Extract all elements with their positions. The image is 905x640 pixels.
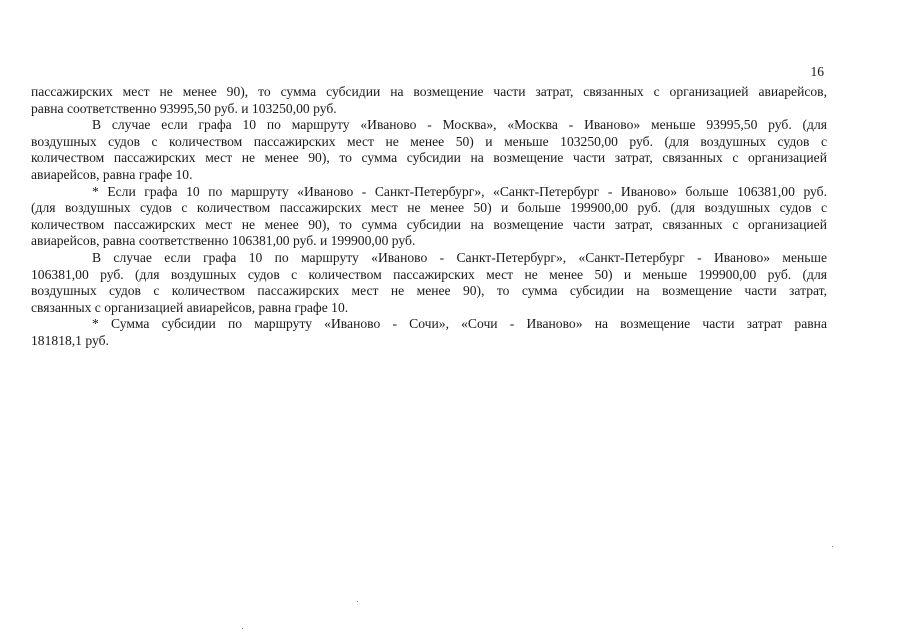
paragraph-line: В случае если графа 10 по маршруту «Иваново - Санкт-Петербург», «Санкт-Петербург - Иваново» меньше bbox=[92, 249, 827, 265]
document-body bbox=[31, 84, 827, 350]
paragraph-5 bbox=[31, 316, 827, 349]
paragraph-line: количеством пассажирских мест не менее 90), то сумма субсидии на возмещение части затрат, связанных с организацией bbox=[31, 216, 827, 232]
paragraph-line: равна соответственно 93995,50 руб. и 103250,00 руб. bbox=[31, 100, 337, 116]
paragraph-line: 181818,1 руб. bbox=[31, 332, 109, 348]
scan-speck bbox=[242, 628, 243, 629]
scan-speck bbox=[832, 546, 833, 547]
paragraph-1 bbox=[31, 84, 827, 117]
paragraph-line: количеством пассажирских мест не менее 90), то сумма субсидии на возмещение части затрат, связанных с организацией bbox=[31, 150, 827, 166]
paragraph-line: авиарейсов, равна графе 10. bbox=[31, 166, 193, 182]
scan-speck bbox=[357, 601, 358, 602]
paragraph-line: (для воздушных судов с количеством пассажирских мест не менее 50) и больше 199900,00 руб. (для воздушных судов с bbox=[31, 200, 827, 216]
page-number: 16 bbox=[810, 64, 824, 79]
paragraph-line: * Если графа 10 по маршруту «Иваново - Санкт-Петербург», «Санкт-Петербург - Иваново» больше 106381,00 руб. bbox=[92, 183, 827, 199]
paragraph-line: воздушных судов с количеством пассажирских мест не менее 90), то сумма субсидии на возмещение части затрат, bbox=[31, 283, 827, 299]
paragraph-line: связанных с организацией авиарейсов, равна графе 10. bbox=[31, 299, 349, 315]
paragraph-3 bbox=[31, 184, 827, 250]
paragraph-line: пассажирских мест не менее 90), то сумма субсидии на возмещение части затрат, связанных с организацией авиарейсов, bbox=[31, 84, 827, 99]
paragraph-line: авиарейсов, равна соответственно 106381,00 руб. и 199900,00 руб. bbox=[31, 233, 416, 249]
paragraph-line: 106381,00 руб. (для воздушных судов с количеством пассажирских мест не менее 50) и меньше 199900,00 руб. (для bbox=[31, 266, 827, 282]
paragraph-2 bbox=[31, 117, 827, 183]
paragraph-line: * Сумма субсидии по маршруту «Иваново - Сочи», «Сочи - Иваново» на возмещение части затрат равна bbox=[92, 316, 827, 332]
paragraph-line: В случае если графа 10 по маршруту «Иваново - Москва», «Москва - Иваново» меньше 93995,50 руб. (для bbox=[92, 117, 827, 133]
paragraph-line: воздушных судов с количеством пассажирских мест не менее 50) и меньше 103250,00 руб. (для воздушных судов с bbox=[31, 133, 827, 149]
paragraph-4 bbox=[31, 250, 827, 316]
